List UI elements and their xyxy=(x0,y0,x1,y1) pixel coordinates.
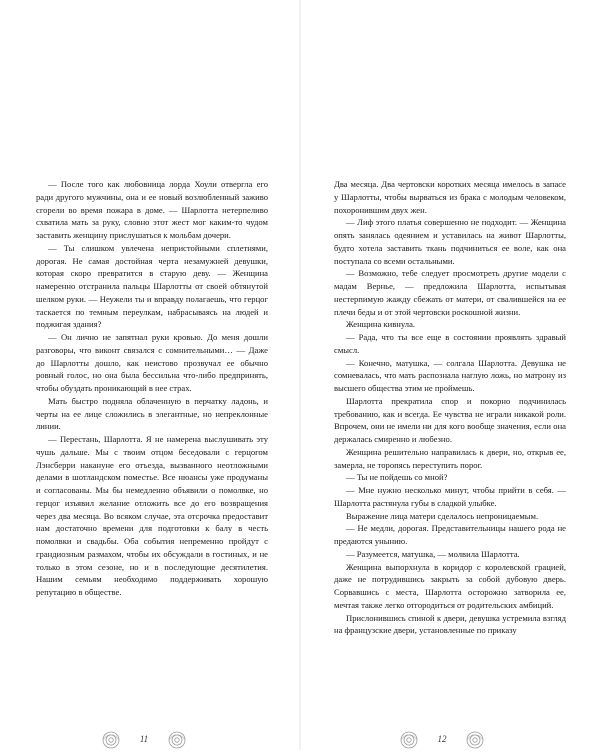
right-paragraph-9: — Ты не пойдешь со мной? xyxy=(346,472,448,483)
rose-ornament-icon xyxy=(166,730,188,755)
right-paragraph-5: — Рада, что ты все еще в состоянии проявлять здравый смысл. xyxy=(334,332,566,355)
book-gutter xyxy=(299,0,301,750)
right-folio xyxy=(398,730,538,752)
left-page-text xyxy=(36,178,268,599)
left-paragraph-2: — Ты слишком увлечена непристойными сплетнями, дорогая. Не самая достойная черта незамужней девушки, которая скоро превратится в старую деву. — Женщина намеренно отстранила пальцы Шарлотты от своей обтянутой шелком руки. — Неужели ты и вправду полагаешь, что герцог таскается по темным переулкам, набрасываясь на людей и поджигая здания? xyxy=(36,242,268,330)
rose-ornament-icon xyxy=(100,730,122,755)
right-paragraph-12: — Не медли, дорогая. Представительницы нашего рода не предаются унынию. xyxy=(334,523,566,546)
right-paragraph-7: Шарлотта прекратила спор и покорно подчинилась требованию, как и всегда. Ее чувства не играли никакой роли. Впрочем, они не имели ни для кого вообще значения, если она держалась смиренно и любезно. xyxy=(334,395,566,444)
right-page-text xyxy=(334,178,566,637)
right-paragraph-6: — Конечно, матушка, — солгала Шарлотта. Девушка не сомневалась, что мать распознала наглую ложь, но матрону из высшего общества этим не проймешь. xyxy=(334,357,566,393)
left-folio xyxy=(100,730,240,752)
left-paragraph-1: — После того как любовница лорда Хоули отвергла его ради другого мужчины, она и ее новый возлюбленный заживо сгорели во время пожара в доме. — Шарлотта нетерпеливо схватила мать за руку, словно этот жест мог каким-то чудом заставить женщину прислушаться к мольбам дочери. xyxy=(36,179,268,240)
right-paragraph-15: Прислонившись спиной к двери, девушка устремила взгляд на французские двери, установленные по приказу xyxy=(334,612,566,636)
left-paragraph-5: — Перестань, Шарлотта. Я не намерена выслушивать эту чушь дальше. Мы с твоим отцом беседовали с герцогом Лэнсберри накануне его отъезда, вызванного неотложными делами в шотландском поместье. Все нюансы уже продуманы и согласованы. Мы бы немедленно объявили о помолвке, но герцог изъявил желание отложить все до его возвращения через два месяца. Во всяком случае, эта отсрочка предоставит нам достаточно времени для подготовки к балу в честь помолвки и свадьбы. Оба события непременно пройдут с грандиозным размахом, чтобы их обсуждали в гостиных, и не только в этом сезоне, но и в последующие десятилетия. Нашим семьям необходимо поддерживать хорошую репутацию в обществе. xyxy=(36,434,268,597)
right-paragraph-2: — Лиф этого платья совершенно не подходит. — Женщина опять занялась одеянием и уставилась на живот Шарлотты, будто хотела заставить ткань подчиниться ее воле, как она поступала со всеми остальными. xyxy=(334,217,566,266)
right-paragraph-8: Женщина решительно направилась к двери, но, открыв ее, замерла, не торопясь переступить порог. xyxy=(334,446,566,470)
right-paragraph-4: Женщина кивнула. xyxy=(346,319,416,330)
right-paragraph-13: — Разумеется, матушка, — молвила Шарлотта. xyxy=(346,548,520,559)
right-paragraph-3: — Возможно, тебе следует просмотреть другие модели с мадам Вернье, — предложила Шарлотта, испытывая нестерпимую жажду сбежать от матери, от свалившейся на ее плечи беды и от этой чертовски роскошной жизни. xyxy=(334,268,566,317)
left-paragraph-4: Мать быстро подняла облаченную в перчатку ладонь, и черты на ее лице сложились в элегантные, но непреклонные линии. xyxy=(36,395,268,432)
rose-ornament-icon xyxy=(464,730,486,755)
left-page-number: 11 xyxy=(139,734,149,744)
left-paragraph-3: — Он лично не запятнал руки кровью. До меня дошли разговоры, что виконт связался с сомнительными… — Даже до Шарлотты дошло, как неистово прозвучал ее обычно ровный голос, но она была бессильна что-либо предпринять, чтобы обуздать проникающий в нее страх. xyxy=(36,332,268,393)
right-paragraph-1: Два месяца. Два чертовски коротких месяца имелось в запасе у Шарлотты, чтобы вырваться из брака с молодым человеком, похоронившим двух жен. xyxy=(334,179,566,215)
right-page-number: 12 xyxy=(437,734,447,744)
right-paragraph-10: — Мне нужно несколько минут, чтобы прийти в себя. — Шарлотта растянула губы в сладкой улыбке. xyxy=(334,485,566,508)
right-paragraph-11: Выражение лица матери сделалось непроницаемым. xyxy=(346,510,539,521)
right-paragraph-14: Женщина выпорхнула в коридор с королевской грацией, даже не потрудившись закрыть за собой дубовую дверь. Сорвавшись с места, Шарлотта осторожно затворила ее, мечтая также легко отгородиться от родительских амбиций. xyxy=(334,561,566,610)
rose-ornament-icon xyxy=(398,730,420,755)
